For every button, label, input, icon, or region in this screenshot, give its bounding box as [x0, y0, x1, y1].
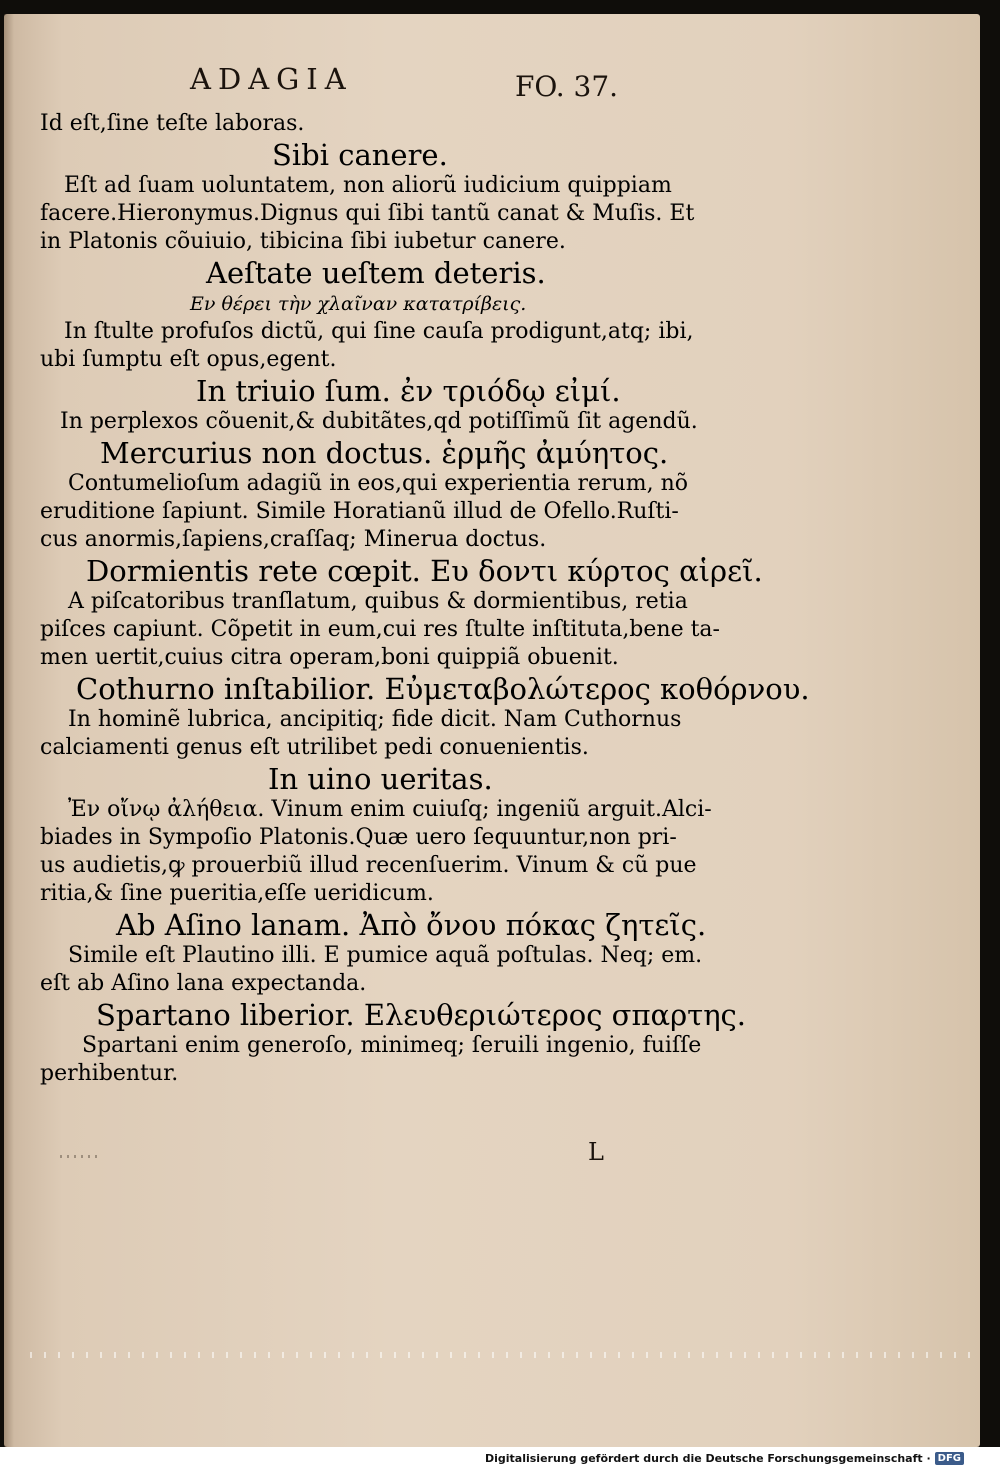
- signature-mark: L: [588, 1138, 604, 1166]
- text-line: facere.Hieronymus.Dignus qui ſibi tantũ canat & Muſis. Et: [40, 201, 695, 226]
- text-line: eſt ab Aſino lana expectanda.: [40, 971, 367, 996]
- page-gutter-shadow: [4, 14, 14, 1447]
- text-line: In perplexos cõuenit,& dubitãtes,qd potiſſimũ ſit agendũ.: [60, 409, 698, 434]
- text-line: in Platonis cõuiuio, tibicina ſibi iubetur canere.: [40, 229, 566, 254]
- text-line: Ἐν οἴνῳ ἀλήθεια. Vinum enim cuiuſq; ingeniũ arguit.Alci-: [68, 797, 712, 822]
- digitization-credit: [483, 1452, 966, 1465]
- text-line: A piſcatoribus tranſlatum, quibus & dormientibus, retia: [68, 589, 688, 614]
- text-line: men uertit,cuius citra operam,boni quippiã obuenit.: [40, 645, 619, 670]
- text-line: eruditione ſapiunt. Simile Horatianũ illud de Ofello.Ruſti-: [40, 499, 679, 524]
- ink-specks: [60, 1155, 100, 1158]
- text-line: In hominẽ lubrica, ancipitiq; fide dicit. Nam Cuthornus: [68, 707, 682, 732]
- text-line: Id eſt,ſine teſte laboras.: [40, 111, 305, 136]
- text-line: Spartani enim generoſo, minimeq; ſeruili ingenio, fuiſſe: [82, 1033, 702, 1058]
- running-title: ADAGIA: [190, 62, 353, 96]
- text-line: In ſtulte profuſos dictũ, qui ſine cauſa prodigunt,atq; ibi,: [64, 319, 694, 344]
- greek-line: Εν θέρει τὴν χλαῖναν κατατρίβεις.: [190, 293, 527, 315]
- dfg-logo: DFG: [935, 1452, 964, 1465]
- folio-number: FO. 37.: [515, 70, 619, 103]
- adage-heading: In uino ueritas.: [268, 762, 493, 796]
- page-body-text: [40, 110, 810, 1088]
- text-line: Simile eſt Plautino illi. E pumice aquã poſtulas. Neq; em.: [68, 943, 703, 968]
- adage-heading: Ab Aſino lanam. Ἀπὸ ὄνου πόκας ζητεῖς.: [116, 908, 707, 942]
- text-line: perhibentur.: [40, 1061, 179, 1086]
- text-line: biades in Sympoſio Platonis.Quæ uero ſequuntur,non pri-: [40, 825, 677, 850]
- scan-edge-dots: [30, 1352, 980, 1358]
- adage-heading: Sibi canere.: [272, 138, 448, 172]
- text-line: calciamenti genus eſt utrilibet pedi conuenientis.: [40, 735, 589, 760]
- text-line: cus anormis,ſapiens,craſſaq; Minerua doctus.: [40, 527, 547, 552]
- adage-heading: Spartano liberior. Ελευθεριώτερος σπαρτης.: [96, 998, 747, 1032]
- text-line: Contumelioſum adagiũ in eos,qui experientia rerum, nõ: [68, 471, 688, 496]
- text-line: ubi ſumptu eſt opus,egent.: [40, 347, 337, 372]
- credit-text: Digitalisierung gefördert durch die Deutsche Forschungsgemeinschaft ·: [484, 1452, 931, 1465]
- adage-heading: Cothurno inſtabilior. Εὐμεταβολώτερος κοθόρνου.: [76, 672, 810, 706]
- text-line: Eſt ad ſuam uoluntatem, non aliorũ iudicium quippiam: [64, 173, 672, 198]
- adage-heading: Mercurius non doctus. ἑρμῆς ἀμύητος.: [100, 436, 669, 470]
- text-line: ritia,& ſine pueritia,eſſe ueridicum.: [40, 881, 434, 906]
- adage-heading: In triuio ſum. ἐν τριόδῳ εἰμί.: [196, 374, 621, 408]
- text-line: us audietis,ꝙ prouerbiũ illud recenſuerim. Vinum & cũ pue: [40, 853, 697, 878]
- adage-heading: Dormientis rete cœpit. Ευ δοντι κύρτος αἱρεῖ.: [86, 554, 763, 588]
- text-line: piſces capiunt. Cõpetit in eum,cui res ſtulte inſtituta,bene ta-: [40, 617, 720, 642]
- adage-heading: Aeſtate ueſtem deteris.: [206, 256, 546, 290]
